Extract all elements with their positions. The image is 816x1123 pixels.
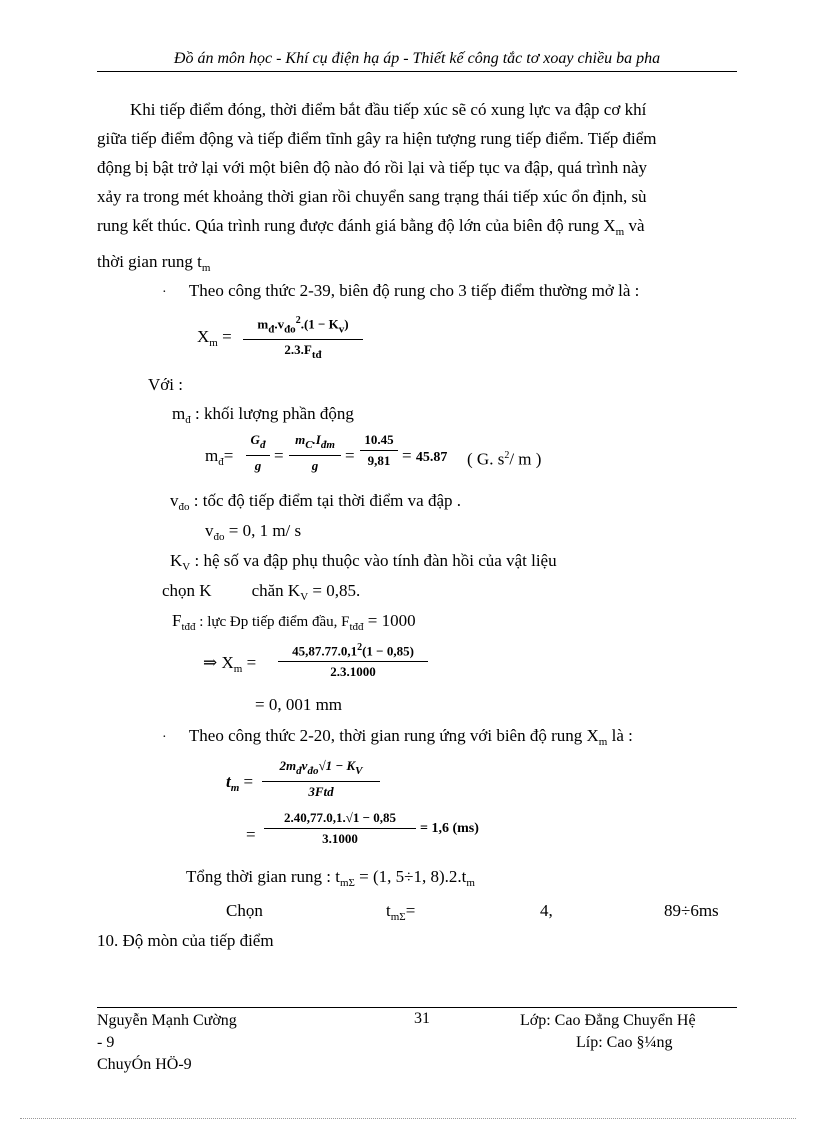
chon-k: chọn K chăn $K_V = 0,85$. <box>162 581 361 603</box>
footer-class: Lớp: Cao Đẳng Chuyển Hệ <box>520 1012 696 1029</box>
page-edge <box>20 1118 796 1119</box>
header-rule <box>97 71 737 72</box>
formula-md-frac1: $G_đ$ g <box>246 431 270 475</box>
text: thời gian rung t <box>97 252 202 271</box>
equals: = <box>246 825 256 844</box>
formula-xm-result-fraction: $45,87.77.0,1^2(1 - 0,85)$ 2.3.1000 <box>278 639 428 681</box>
formula-md-unit: ( G. $s^2/$ m ) <box>467 449 542 469</box>
text: và <box>624 216 645 235</box>
page-header: Đồ án môn học - Khí cụ điện hạ áp - Thiết kế công tắc tơ xoay chiều ba pha <box>173 50 661 67</box>
footer-author-cont: - 9 <box>97 1034 115 1051</box>
kv-definition: $K_V$ : hệ số va đập phụ thuộc vào tính đàn hồi của vật liệu <box>170 551 557 573</box>
formula-tm-fraction: $2m_đv_{đo}√1 - K_V$ 3Ftd <box>262 757 380 801</box>
formula-md-frac2: $m_C.I_{đm}$ g <box>289 431 341 475</box>
chon-t: $t_{m\Sigma}=$ <box>386 901 416 923</box>
paragraph-rung <box>97 95 737 283</box>
footer-author: Nguyễn Mạnh Cường <box>97 1012 237 1029</box>
bullet-text: Theo công thức 2-39, biên độ rung cho 3 tiếp điểm thường mở là : <box>188 281 640 300</box>
formula-md-result: = 45.87 <box>402 446 448 465</box>
formula-xm-fraction: $m_đ.v_{đo}^2.(1 - K_v)$ $2.3.F_{tđ}$ <box>243 312 363 364</box>
bullet-2 <box>162 721 633 757</box>
formula-md-frac3: 10.45 9,81 <box>360 431 398 470</box>
formula-md-lhs: $m_đ=$ <box>205 446 234 468</box>
vdo-value: $v_{đo} = 0$, 1 m/ s <box>205 521 302 543</box>
para-line: xảy ra trong mét khoảng thời gian rồi chuyển sang trạng thái tiếp xúc ổn định, sù <box>97 187 647 206</box>
total-time: Tổng thời gian rung : $t_{m\Sigma} = (1$, 5÷1, $8).2.t_m$ <box>186 867 475 889</box>
equals: = <box>274 446 284 465</box>
formula-xm-result-lhs: ⇒ $X_m$ = <box>203 653 257 675</box>
chon-label: Chọn <box>226 901 263 920</box>
formula-xm-lhs: $X_m$ = <box>197 327 232 349</box>
footer-author-garbled: ChuyÓn HÖ-9 <box>97 1056 192 1073</box>
page-number: 31 <box>414 1010 430 1027</box>
formula-tm-result: = 1,6 (ms) <box>420 821 479 836</box>
formula-tm-numeric-fraction: 2.40,77.0,1.√1 − 0,85 3.1000 <box>264 809 416 848</box>
voi-label: Với : <box>148 375 183 394</box>
md-definition: $m_đ$ : khối lượng phần động <box>172 404 354 426</box>
bullet-icon: · <box>162 730 167 745</box>
chon-value-a: 4, <box>540 901 553 920</box>
formula-xm-result-value: = 0, 001 mm <box>255 695 343 714</box>
sub: m <box>201 262 211 274</box>
para-line: Khi tiếp điểm đóng, thời điểm bắt đầu tiếp xúc sẽ có xung lực va đập cơ khí <box>130 100 647 119</box>
text: rung kết thúc. Qúa trình rung được đánh giá bằng độ lớn của biên độ rung X <box>97 216 616 235</box>
vdo-definition: $v_{đo}$ : tốc độ tiếp điểm tại thời điểm va đập . <box>170 491 461 513</box>
para-line: động bị bật trở lại với một biên độ nào đó rồi lại và tiếp tục va đập, quá trình này <box>97 158 648 177</box>
footer-rule <box>97 1007 737 1008</box>
bullet-text: Theo công thức 2-20, thời gian rung ứng với biên độ rung $X_m$ là : <box>188 726 633 748</box>
formula-tm-lhs: $t_m$ = <box>226 772 254 794</box>
footer-class-garbled: Líp: Cao §¼ng <box>576 1034 673 1051</box>
section-heading: 10. Độ mòn của tiếp điểm <box>97 931 274 950</box>
sub: m <box>615 226 625 238</box>
para-line: giữa tiếp điểm động và tiếp điểm tĩnh gây ra hiện tượng rung tiếp điểm. Tiếp điểm <box>97 129 657 148</box>
bullet-1 <box>162 276 639 307</box>
ftdd-definition: $F_{tđđ}$ : lực Đp tiếp điểm đầu, $F_{tđđ} = 1000$ <box>172 611 416 633</box>
para-line <box>97 211 737 247</box>
equals: = <box>345 446 355 465</box>
bullet-icon: · <box>162 285 167 300</box>
chon-value-b: 89÷6ms <box>664 901 719 920</box>
